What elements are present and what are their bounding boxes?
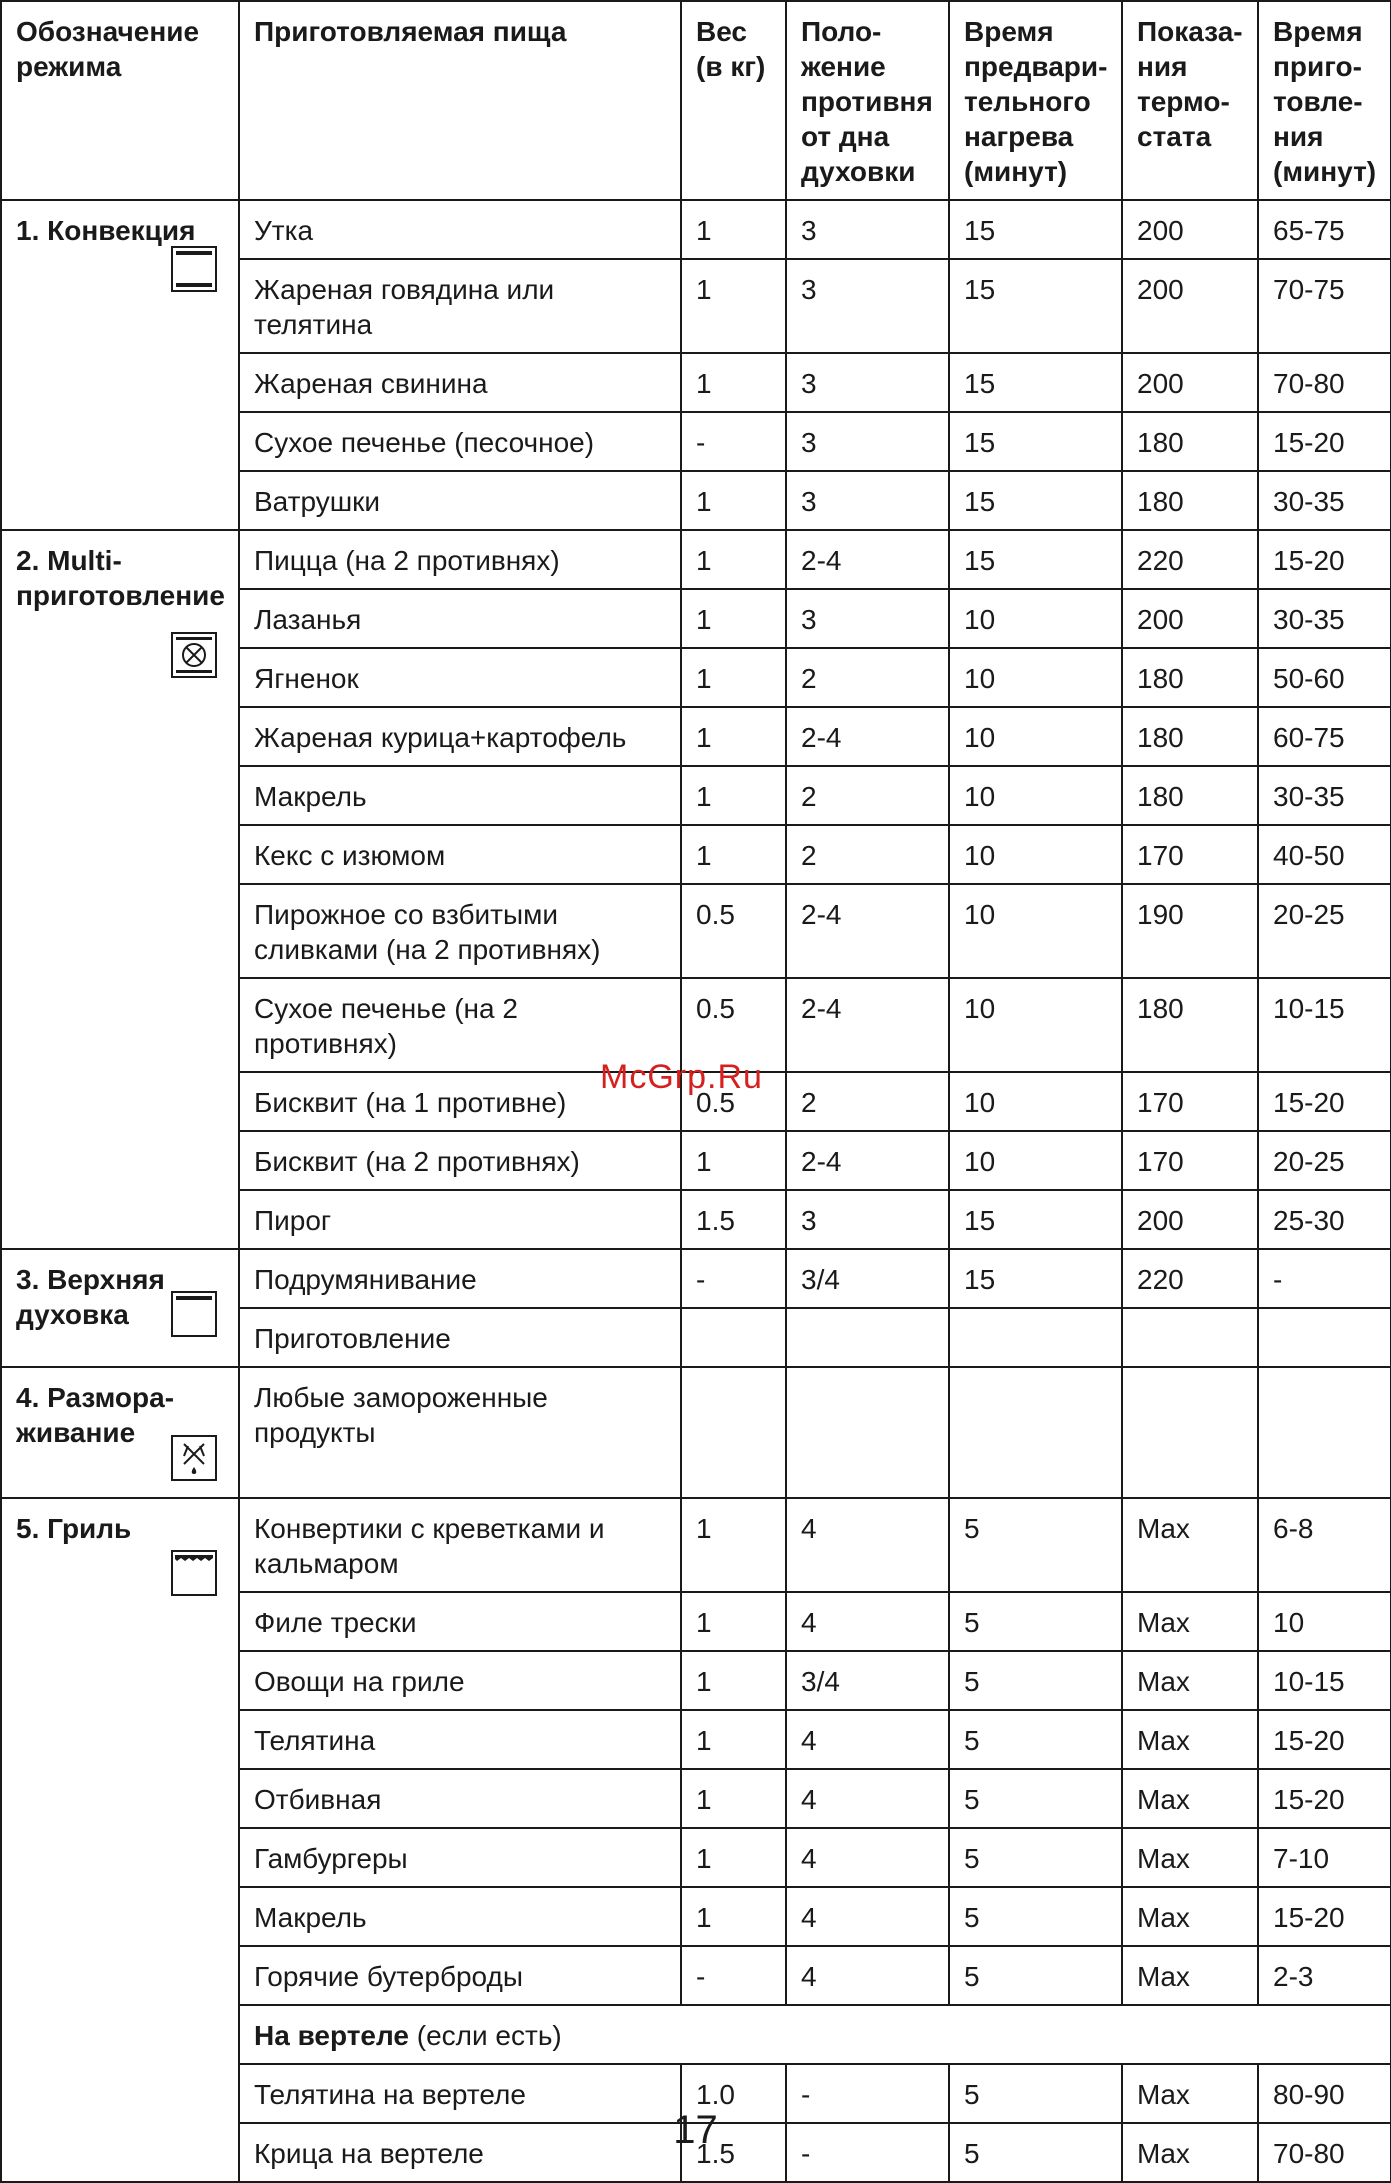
header-line: Поло- (801, 16, 882, 47)
preheat-cell: 5 (949, 1498, 1122, 1592)
weight-cell: 1 (681, 589, 786, 648)
shelf-cell: - (786, 2064, 949, 2123)
mode-cell (1, 200, 239, 530)
food-cell: Макрель (239, 1887, 681, 1946)
convection-icon (170, 245, 218, 293)
shelf-cell: 4 (786, 1498, 949, 1592)
preheat-cell: 5 (949, 1887, 1122, 1946)
cook-time-cell: 40-50 (1258, 825, 1391, 884)
header-line: нагрева (964, 121, 1074, 152)
preheat-cell: 5 (949, 2123, 1122, 2182)
table-header-row (1, 1, 1391, 200)
thermostat-cell: 180 (1122, 648, 1258, 707)
weight-cell: 1 (681, 1710, 786, 1769)
shelf-cell: 2 (786, 766, 949, 825)
mode-name: живание (16, 1417, 136, 1448)
shelf-cell: 2 (786, 1072, 949, 1131)
spit-title: На вертеле (254, 2020, 409, 2051)
shelf-cell: 4 (786, 1769, 949, 1828)
cook-time-cell: 10-15 (1258, 978, 1391, 1072)
weight-cell: - (681, 412, 786, 471)
header-line: (в кг) (696, 51, 766, 82)
food-cell: Пицца (на 2 противнях) (239, 530, 681, 589)
spit-note: (если есть) (409, 2020, 562, 2051)
preheat-cell: 15 (949, 1190, 1122, 1249)
preheat-cell: 15 (949, 200, 1122, 259)
food-cell: Гамбургеры (239, 1828, 681, 1887)
food-cell: Любые замороженные продукты (239, 1367, 681, 1498)
table-row (1, 1367, 1391, 1498)
food-cell: Макрель (239, 766, 681, 825)
weight-cell (681, 1367, 786, 1498)
header-line: Обозначение (16, 16, 200, 47)
cook-time-cell: 70-80 (1258, 353, 1391, 412)
thermostat-cell: 170 (1122, 1072, 1258, 1131)
mode-name: приготовление (16, 580, 225, 611)
weight-cell: 1 (681, 200, 786, 259)
food-cell: Телятина (239, 1710, 681, 1769)
table-row (1, 1498, 1391, 1592)
cook-time-cell: 30-35 (1258, 471, 1391, 530)
preheat-cell: 5 (949, 1769, 1122, 1828)
cook-time-cell: 10-15 (1258, 1651, 1391, 1710)
cook-time-cell: 15-20 (1258, 1887, 1391, 1946)
shelf-cell: 4 (786, 1710, 949, 1769)
weight-cell: 1 (681, 1651, 786, 1710)
weight-cell: 1 (681, 1592, 786, 1651)
mode-cell (1, 1367, 239, 1498)
food-cell: Крица на вертеле (239, 2123, 681, 2182)
cook-time-cell: 15-20 (1258, 412, 1391, 471)
mode-name: 3. Верхняя (16, 1264, 165, 1295)
header-line: ния (1137, 51, 1188, 82)
thermostat-cell: 180 (1122, 766, 1258, 825)
header-line: предвари- (964, 51, 1108, 82)
preheat-cell: 10 (949, 648, 1122, 707)
preheat-cell: 10 (949, 884, 1122, 978)
cook-time-cell (1258, 1308, 1391, 1367)
weight-cell: 1 (681, 1887, 786, 1946)
header-line: Приготовляемая пища (254, 16, 567, 47)
header-line: противня (801, 86, 933, 117)
cook-time-cell: 15-20 (1258, 530, 1391, 589)
food-cell: Отбивная (239, 1769, 681, 1828)
fan-icon (170, 631, 218, 679)
header-line: Показа- (1137, 16, 1243, 47)
header-line: от дна (801, 121, 890, 152)
shelf-cell (786, 1308, 949, 1367)
thermostat-cell: 220 (1122, 1249, 1258, 1308)
thermostat-cell: 190 (1122, 884, 1258, 978)
spit-subheader (239, 2005, 1391, 2064)
preheat-cell: 15 (949, 1249, 1122, 1308)
shelf-cell: 3 (786, 412, 949, 471)
weight-cell: - (681, 1946, 786, 2005)
defrost-icon (170, 1434, 218, 1482)
thermostat-cell: Max (1122, 2123, 1258, 2182)
food-cell: Овощи на гриле (239, 1651, 681, 1710)
thermostat-cell: 200 (1122, 1190, 1258, 1249)
preheat-cell: 5 (949, 1710, 1122, 1769)
cook-time-cell: 60-75 (1258, 707, 1391, 766)
weight-cell: 1.5 (681, 2123, 786, 2182)
thermostat-cell: Max (1122, 1651, 1258, 1710)
food-cell: Пирожное со взбитыми сливками (на 2 противнях) (239, 884, 681, 978)
preheat-cell: 15 (949, 353, 1122, 412)
mode-name: 2. Multi- (16, 545, 122, 576)
mode-name: 4. Размора- (16, 1382, 175, 1413)
preheat-cell: 10 (949, 766, 1122, 825)
weight-cell: 1 (681, 1828, 786, 1887)
weight-cell: - (681, 1249, 786, 1308)
thermostat-cell: 200 (1122, 589, 1258, 648)
mode-cell (1, 530, 239, 1249)
food-cell: Сухое печенье (песочное) (239, 412, 681, 471)
header-weight (681, 1, 786, 200)
header-preheat-time (949, 1, 1122, 200)
food-cell: Подрумянивание (239, 1249, 681, 1308)
weight-cell: 0.5 (681, 978, 786, 1072)
weight-cell: 1 (681, 766, 786, 825)
shelf-cell: 3 (786, 1190, 949, 1249)
weight-cell: 1 (681, 648, 786, 707)
cook-time-cell: 15-20 (1258, 1769, 1391, 1828)
food-cell: Лазанья (239, 589, 681, 648)
shelf-cell: 3 (786, 353, 949, 412)
header-line: Время (1273, 16, 1363, 47)
shelf-cell: 4 (786, 1946, 949, 2005)
cook-time-cell: 50-60 (1258, 648, 1391, 707)
food-cell: Ватрушки (239, 471, 681, 530)
preheat-cell: 10 (949, 1072, 1122, 1131)
shelf-cell: 3 (786, 200, 949, 259)
cook-time-cell: 15-20 (1258, 1072, 1391, 1131)
header-cooking-time (1258, 1, 1391, 200)
cook-time-cell: 2-3 (1258, 1946, 1391, 2005)
preheat-cell: 10 (949, 825, 1122, 884)
weight-cell: 1 (681, 1769, 786, 1828)
food-cell: Телятина на вертеле (239, 2064, 681, 2123)
cook-time-cell: 30-35 (1258, 766, 1391, 825)
shelf-cell: 4 (786, 1887, 949, 1946)
preheat-cell: 5 (949, 1592, 1122, 1651)
thermostat-cell: Max (1122, 1828, 1258, 1887)
cook-time-cell: 80-90 (1258, 2064, 1391, 2123)
weight-cell: 1 (681, 530, 786, 589)
preheat-cell: 15 (949, 412, 1122, 471)
thermostat-cell: 220 (1122, 530, 1258, 589)
shelf-cell: 2-4 (786, 978, 949, 1072)
food-cell: Пирог (239, 1190, 681, 1249)
table-row (1, 1249, 1391, 1308)
shelf-cell: 3 (786, 589, 949, 648)
weight-cell: 1 (681, 471, 786, 530)
header-thermostat (1122, 1, 1258, 200)
thermostat-cell: 200 (1122, 259, 1258, 353)
thermostat-cell: 170 (1122, 825, 1258, 884)
header-line: Вес (696, 16, 747, 47)
thermostat-cell: Max (1122, 1592, 1258, 1651)
cook-time-cell: 70-80 (1258, 2123, 1391, 2182)
cook-time-cell: 15-20 (1258, 1710, 1391, 1769)
watermark: McGrp.Ru (600, 1058, 763, 1096)
cook-time-cell: 6-8 (1258, 1498, 1391, 1592)
thermostat-cell: 200 (1122, 200, 1258, 259)
preheat-cell: 10 (949, 978, 1122, 1072)
weight-cell: 1 (681, 1498, 786, 1592)
thermostat-cell: Max (1122, 1710, 1258, 1769)
preheat-cell: 10 (949, 1131, 1122, 1190)
header-line: ния (1273, 121, 1324, 152)
header-line: приго- (1273, 51, 1362, 82)
header-food (239, 1, 681, 200)
shelf-cell: 2 (786, 648, 949, 707)
thermostat-cell: Max (1122, 1887, 1258, 1946)
weight-cell: 1 (681, 353, 786, 412)
thermostat-cell: 180 (1122, 707, 1258, 766)
food-cell: Жареная говядина или телятина (239, 259, 681, 353)
shelf-cell: 3 (786, 259, 949, 353)
weight-cell: 1 (681, 1131, 786, 1190)
thermostat-cell: Max (1122, 2064, 1258, 2123)
shelf-cell: 2-4 (786, 884, 949, 978)
mode-cell (1, 1249, 239, 1367)
shelf-cell: 2 (786, 825, 949, 884)
weight-cell: 1 (681, 707, 786, 766)
shelf-cell: 4 (786, 1592, 949, 1651)
food-cell: Кекс с изюмом (239, 825, 681, 884)
cook-time-cell (1258, 1367, 1391, 1498)
weight-cell: 0.5 (681, 1072, 786, 1131)
weight-cell (681, 1308, 786, 1367)
mode-name: 5. Гриль (16, 1513, 132, 1544)
thermostat-cell: Max (1122, 1769, 1258, 1828)
thermostat-cell: 180 (1122, 471, 1258, 530)
preheat-cell: 5 (949, 1651, 1122, 1710)
weight-cell: 1 (681, 259, 786, 353)
top-heat-icon (170, 1290, 218, 1338)
cook-time-cell: 30-35 (1258, 589, 1391, 648)
cook-time-cell: - (1258, 1249, 1391, 1308)
preheat-cell: 5 (949, 1828, 1122, 1887)
food-cell: Приготовление (239, 1308, 681, 1367)
table-row (1, 530, 1391, 589)
thermostat-cell: 170 (1122, 1131, 1258, 1190)
shelf-cell: 3/4 (786, 1249, 949, 1308)
shelf-cell: 2-4 (786, 707, 949, 766)
header-line: жение (801, 51, 886, 82)
mode-name: 1. Конвекция (16, 215, 196, 246)
cook-time-cell: 10 (1258, 1592, 1391, 1651)
table-row (1, 200, 1391, 259)
shelf-cell: 3 (786, 471, 949, 530)
mode-cell (1, 1498, 239, 2182)
thermostat-cell: 180 (1122, 412, 1258, 471)
weight-cell: 1.5 (681, 1190, 786, 1249)
thermostat-cell (1122, 1308, 1258, 1367)
page-number: 17 (673, 2108, 718, 2152)
food-cell: Филе трески (239, 1592, 681, 1651)
food-cell: Утка (239, 200, 681, 259)
weight-cell: 1.0 (681, 2064, 786, 2123)
header-line: (минут) (964, 156, 1068, 187)
preheat-cell (949, 1308, 1122, 1367)
preheat-cell: 15 (949, 259, 1122, 353)
food-cell: Жареная свинина (239, 353, 681, 412)
shelf-cell: - (786, 2123, 949, 2182)
cook-time-cell: 70-75 (1258, 259, 1391, 353)
cook-time-cell: 7-10 (1258, 1828, 1391, 1887)
thermostat-cell: 180 (1122, 978, 1258, 1072)
weight-cell: 1 (681, 825, 786, 884)
preheat-cell: 5 (949, 1946, 1122, 2005)
header-line: тельного (964, 86, 1091, 117)
header-line: духовки (801, 156, 916, 187)
header-line: (минут) (1273, 156, 1377, 187)
cook-time-cell: 25-30 (1258, 1190, 1391, 1249)
shelf-cell: 4 (786, 1828, 949, 1887)
food-cell: Сухое печенье (на 2 противнях) (239, 978, 681, 1072)
cook-time-cell: 65-75 (1258, 200, 1391, 259)
food-cell: Бисквит (на 2 противнях) (239, 1131, 681, 1190)
shelf-cell: 3/4 (786, 1651, 949, 1710)
cook-time-cell: 20-25 (1258, 1131, 1391, 1190)
thermostat-cell: 200 (1122, 353, 1258, 412)
food-cell: Конвертики с креветками и кальмаром (239, 1498, 681, 1592)
thermostat-cell: Max (1122, 1946, 1258, 2005)
header-mode (1, 1, 239, 200)
mode-name: духовка (16, 1299, 129, 1330)
preheat-cell: 15 (949, 471, 1122, 530)
preheat-cell: 5 (949, 2064, 1122, 2123)
shelf-cell (786, 1367, 949, 1498)
header-line: Время (964, 16, 1054, 47)
preheat-cell (949, 1367, 1122, 1498)
food-cell: Ягненок (239, 648, 681, 707)
cook-time-cell: 20-25 (1258, 884, 1391, 978)
header-line: режима (16, 51, 122, 82)
grill-icon (170, 1549, 218, 1597)
preheat-cell: 15 (949, 530, 1122, 589)
thermostat-cell (1122, 1367, 1258, 1498)
shelf-cell: 2-4 (786, 530, 949, 589)
food-cell: Бисквит (на 1 противне) (239, 1072, 681, 1131)
food-cell: Горячие бутерброды (239, 1946, 681, 2005)
preheat-cell: 10 (949, 589, 1122, 648)
header-line: товле- (1273, 86, 1363, 117)
food-cell: Жареная курица+картофель (239, 707, 681, 766)
shelf-cell: 2-4 (786, 1131, 949, 1190)
weight-cell: 0.5 (681, 884, 786, 978)
header-line: термо- (1137, 86, 1230, 117)
header-shelf-position (786, 1, 949, 200)
header-line: стата (1137, 121, 1212, 152)
thermostat-cell: Max (1122, 1498, 1258, 1592)
preheat-cell: 10 (949, 707, 1122, 766)
